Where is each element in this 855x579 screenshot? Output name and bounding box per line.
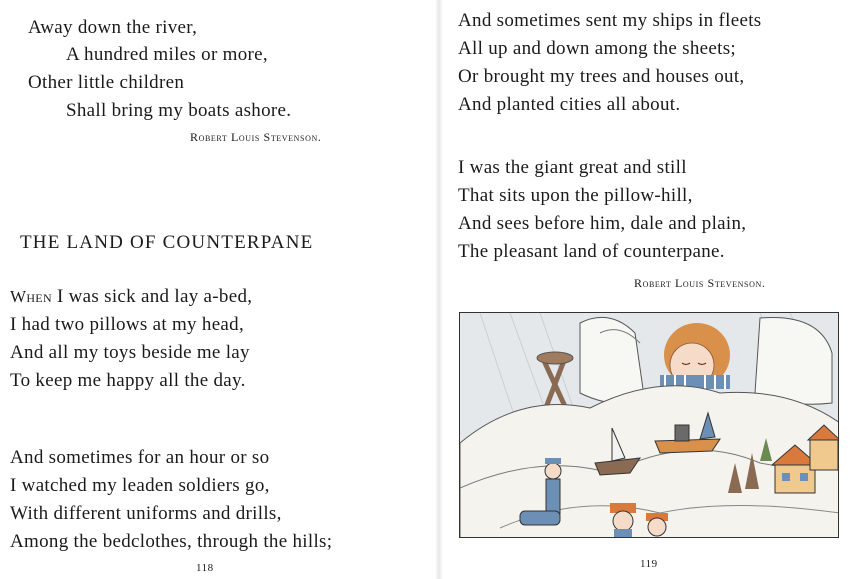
poem-line: Among the bedclothes, through the hills; xyxy=(10,531,333,552)
page-number: 118 xyxy=(196,562,214,574)
counterpane-illustration xyxy=(459,312,839,538)
poem-line: A hundred miles or more, xyxy=(66,44,268,65)
poem-line: With different uniforms and drills, xyxy=(10,503,282,524)
poem-line: I was the giant great and still xyxy=(458,157,687,178)
poem-line: All up and down among the sheets; xyxy=(458,38,736,59)
poem-line: That sits upon the pillow-hill, xyxy=(458,185,693,206)
poem-line xyxy=(10,286,252,308)
page-number: 119 xyxy=(640,558,658,570)
poem-line: Shall bring my boats ashore. xyxy=(66,100,292,121)
poem-line: And planted cities all about. xyxy=(458,94,681,115)
poem-line: To keep me happy all the day. xyxy=(10,370,246,391)
poem-line: The pleasant land of counterpane. xyxy=(458,241,725,262)
first-word: When xyxy=(10,287,52,306)
poem-line: And all my toys beside me lay xyxy=(10,342,250,363)
poem-line: And sometimes sent my ships in fleets xyxy=(458,10,762,31)
poem-line: Other little children xyxy=(28,72,185,93)
poem-title: THE LAND OF COUNTERPANE xyxy=(20,232,314,253)
poem-line: And sees before him, dale and plain, xyxy=(458,213,747,234)
first-line-rest: I was sick and lay a-bed, xyxy=(56,286,253,307)
author-credit: Robert Louis Stevenson. xyxy=(634,276,766,290)
poem-line: Or brought my trees and houses out, xyxy=(458,66,745,87)
poem-line: Away down the river, xyxy=(28,17,198,38)
poem-line: I watched my leaden soldiers go, xyxy=(10,475,270,496)
author-credit: Robert Louis Stevenson. xyxy=(190,130,322,144)
poem-line: And sometimes for an hour or so xyxy=(10,447,270,468)
poem-line: I had two pillows at my head, xyxy=(10,314,245,335)
